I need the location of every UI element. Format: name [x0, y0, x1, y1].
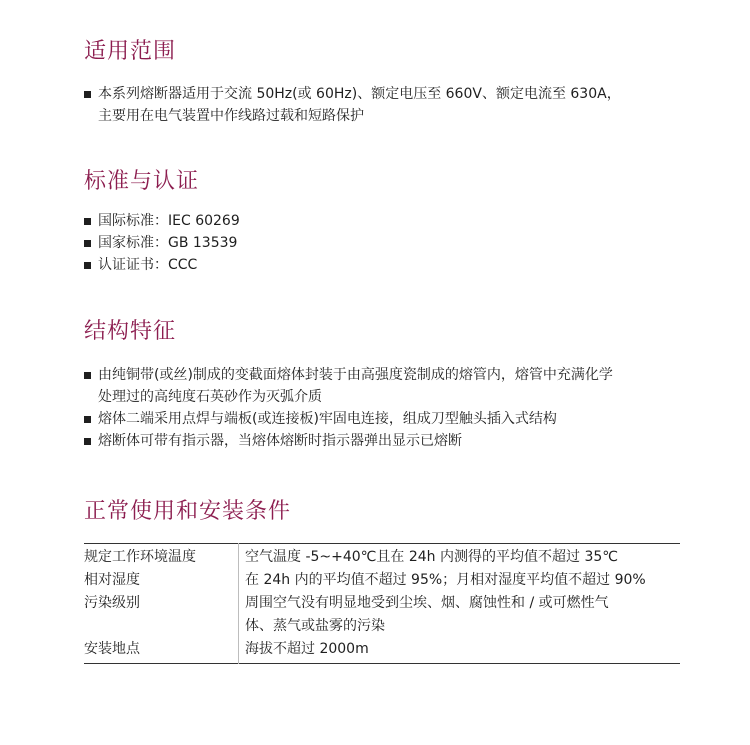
standard-national: 国家标准：GB 13539	[98, 235, 238, 251]
list-item	[84, 210, 684, 232]
structure-text-line-2: 处理过的高纯度石英砂作为灭弧介质	[98, 389, 322, 405]
square-bullet-icon	[84, 438, 91, 445]
table-row	[84, 592, 680, 638]
square-bullet-icon	[84, 218, 91, 225]
condition-label: 污染级别	[84, 595, 140, 611]
list-item	[84, 83, 684, 127]
condition-label: 相对湿度	[84, 572, 140, 588]
list-item	[84, 408, 684, 430]
table-row	[84, 638, 680, 664]
list-item	[84, 254, 684, 276]
certificate: 认证证书：CCC	[98, 257, 198, 273]
section-title-standards: 标准与认证	[84, 169, 200, 194]
square-bullet-icon	[84, 240, 91, 247]
section-title-scope: 适用范围	[84, 39, 177, 64]
condition-value-line-2: 体、蒸气或盐雾的污染	[245, 618, 385, 634]
structure-text: 熔体二端采用点焊与端板(或连接板)牢固电连接，组成刀型触头插入式结构	[98, 411, 557, 427]
condition-value-line-1: 周围空气没有明显地受到尘埃、烟、腐蚀性和 / 或可燃性气	[245, 595, 609, 611]
condition-label: 规定工作环境温度	[84, 549, 196, 565]
structure-text-line-1: 由纯铜带(或丝)制成的变截面熔体封装于由高强度瓷制成的熔管内，熔管中充满化学	[98, 367, 613, 383]
condition-value: 空气温度 -5~+40℃且在 24h 内测得的平均值不超过 35℃	[239, 544, 681, 570]
square-bullet-icon	[84, 416, 91, 423]
conditions-table	[84, 543, 680, 664]
condition-value: 海拔不超过 2000m	[239, 638, 681, 664]
standard-international: 国际标准：IEC 60269	[98, 213, 240, 229]
condition-value	[239, 592, 681, 638]
condition-value: 在 24h 内的平均值不超过 95%；月相对湿度平均值不超过 90%	[239, 569, 681, 592]
standards-list	[84, 210, 684, 276]
list-item	[84, 430, 684, 452]
square-bullet-icon	[84, 91, 91, 98]
list-item	[84, 364, 684, 408]
structure-text: 熔断体可带有指示器，当熔体熔断时指示器弹出显示已熔断	[98, 433, 462, 449]
section-title-structure: 结构特征	[84, 319, 177, 344]
list-item	[84, 232, 684, 254]
structure-list	[84, 364, 684, 452]
table-row	[84, 544, 680, 570]
square-bullet-icon	[84, 372, 91, 379]
table-row	[84, 569, 680, 592]
scope-text-line-2: 主要用在电气装置中作线路过载和短路保护	[98, 108, 364, 124]
condition-label: 安装地点	[84, 641, 140, 657]
square-bullet-icon	[84, 262, 91, 269]
section-title-conditions: 正常使用和安装条件	[84, 499, 292, 524]
scope-text-line-1: 本系列熔断器适用于交流 50Hz(或 60Hz)、额定电压至 660V、额定电流至 630A，	[98, 86, 621, 102]
scope-list	[84, 83, 684, 127]
